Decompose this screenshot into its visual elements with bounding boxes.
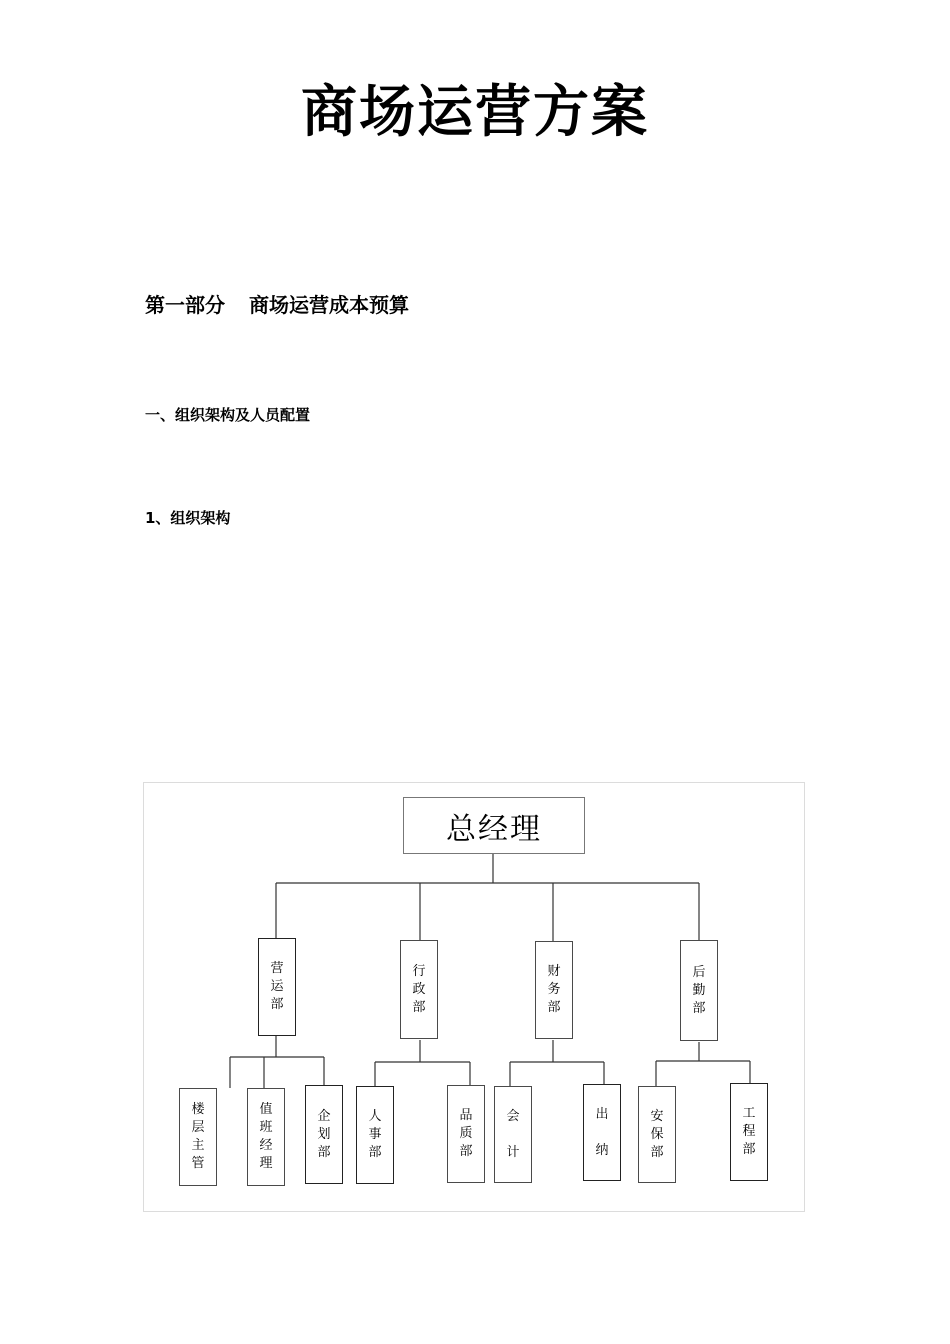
org-node-label: 楼 层 主 管 (191, 1102, 205, 1171)
org-node-root (403, 797, 585, 854)
subsection-heading: 1、组织架构 (145, 509, 231, 527)
org-node-dept-0-child-2 (305, 1085, 343, 1184)
org-node-label: 财 务 部 (547, 964, 561, 1015)
org-node-dept-3 (680, 940, 718, 1041)
org-node-dept-2 (535, 941, 573, 1039)
section-heading: 一、组织架构及人员配置 (145, 406, 311, 424)
org-node-label: 值 班 经 理 (259, 1102, 273, 1171)
org-node-label: 营 运 部 (270, 961, 284, 1012)
org-node-label: 人 事 部 (368, 1109, 382, 1160)
org-node-dept-3-child-1 (730, 1083, 768, 1181)
part-number: 第一部分 (145, 293, 225, 317)
org-node-label: 品 质 部 (459, 1108, 473, 1159)
org-node-label: 总经理 (446, 811, 542, 847)
org-node-label: 出 纳 (595, 1106, 609, 1158)
org-node-label: 安 保 部 (650, 1108, 664, 1160)
org-node-dept-2-child-0 (494, 1086, 532, 1183)
org-node-dept-1-child-1 (447, 1085, 485, 1183)
org-node-dept-1-child-0 (356, 1086, 394, 1184)
org-node-label: 企 划 部 (317, 1108, 331, 1160)
org-node-dept-2-child-1 (583, 1084, 621, 1181)
org-node-dept-0-child-0 (179, 1088, 217, 1186)
org-node-dept-0 (258, 938, 296, 1036)
org-node-dept-1 (400, 940, 438, 1039)
part-heading (145, 289, 409, 318)
org-node-label: 工 程 部 (742, 1106, 756, 1157)
document-title: 商场运营方案 (301, 79, 649, 145)
org-node-label: 后 勤 部 (692, 964, 706, 1016)
org-chart (143, 782, 805, 1212)
org-node-label: 会 计 (506, 1108, 520, 1160)
org-node-label: 行 政 部 (412, 963, 426, 1015)
part-name: 商场运营成本预算 (249, 293, 409, 317)
org-node-dept-3-child-0 (638, 1086, 676, 1183)
org-node-dept-0-child-1 (247, 1088, 285, 1186)
